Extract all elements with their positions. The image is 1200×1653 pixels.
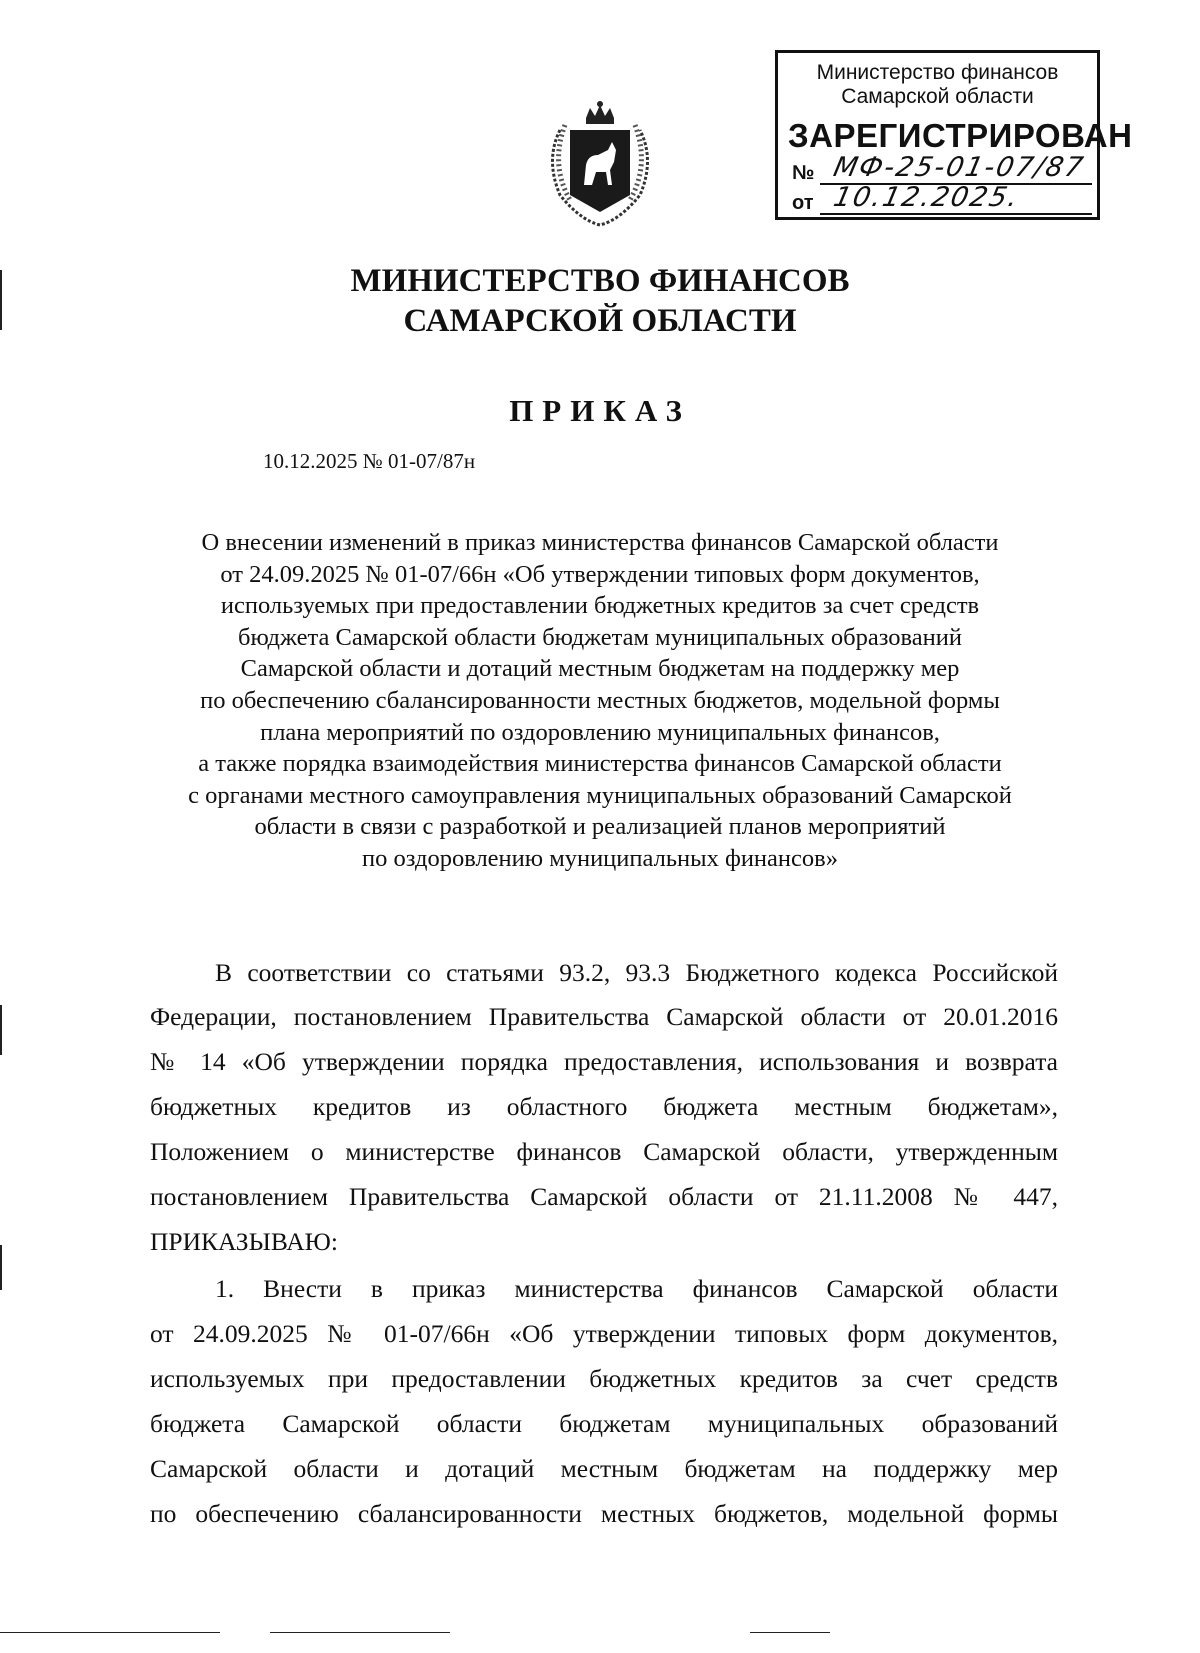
body-paragraph1-line: Положением о министерстве финансов Самарской области, утвержденным (150, 1137, 1058, 1166)
body-paragraph1-line: ПРИКАЗЫВАЮ: (150, 1227, 338, 1256)
title-line: Самарской области и дотаций местным бюджетам на поддержку мер (240, 655, 960, 683)
document-title (120, 527, 1080, 875)
stamp-date-value: 10.12.2025. (830, 182, 1023, 213)
ministry-name-line2: САМАРСКОЙ ОБЛАСТИ (403, 303, 797, 339)
body-paragraph2-line: используемых при предоставлении бюджетных кредитов за счет средств (150, 1364, 1058, 1393)
body-paragraph1-line: В соответствии со статьями 93.2, 93.3 Бюджетного кодекса Российской (215, 958, 1058, 987)
title-line: с органами местного самоуправления муниципальных образований Самарской (188, 781, 1012, 809)
scan-bottom-mark (270, 1632, 450, 1633)
body-paragraph2-line: по обеспечению сбалансированности местных бюджетов, модельной формы (150, 1499, 1058, 1528)
stamp-organization-line2: Самарской области (841, 85, 1034, 108)
document-type-heading: ПРИКАЗ (509, 393, 691, 428)
body-paragraph1-line: постановлением Правительства Самарской области от 21.11.2008 № 447, (150, 1182, 1058, 1211)
body-paragraph1-line: бюджетных кредитов из областного бюджета местным бюджетам», (150, 1092, 1058, 1121)
title-line: бюджета Самарской области бюджетам муниципальных образований (238, 623, 962, 651)
stamp-number-value: МФ-25-01-07/87 (830, 152, 1088, 183)
stamp-date-row (792, 182, 1092, 217)
scan-bottom-mark (750, 1632, 830, 1633)
stamp-date-underline (820, 213, 1092, 215)
title-line: О внесении изменений в приказ министерства финансов Самарской области (201, 529, 999, 556)
title-line: от 24.09.2025 № 01-07/66н «Об утверждении типовых форм документов, (220, 560, 980, 588)
body-paragraph2-line: 1. Внести в приказ министерства финансов Самарской области (215, 1274, 1058, 1303)
stamp-number-label: № (792, 162, 815, 184)
document-date-number: 10.12.2025 № 01-07/87н (263, 449, 476, 473)
body-paragraph2-line: Самарской области и дотаций местным бюджетам на поддержку мер (150, 1454, 1058, 1483)
title-line: плана мероприятий по оздоровлению муниципальных финансов, (260, 718, 940, 746)
scan-edge-mark (0, 270, 2, 330)
title-line: по оздоровлению муниципальных финансов» (362, 844, 838, 872)
stamp-date-label: от (792, 192, 814, 214)
stamp-registered-title: ЗАРЕГИСТРИРОВАН (788, 117, 1133, 154)
scan-edge-mark (0, 1245, 2, 1290)
registration-stamp (775, 50, 1133, 220)
body-paragraph1-line: Федерации, постановлением Правительства Самарской области от 20.01.2016 (150, 1002, 1058, 1031)
body-paragraph2-line: от 24.09.2025 № 01-07/66н «Об утверждении типовых форм документов, (150, 1319, 1058, 1348)
scan-edge-mark (0, 1005, 2, 1055)
title-line: по обеспечению сбалансированности местных бюджетов, модельной формы (200, 686, 1000, 714)
scan-bottom-mark (0, 1632, 220, 1633)
title-line: используемых при предоставлении бюджетных кредитов за счет средств (220, 592, 980, 620)
ministry-name-line1: МИНИСТЕРСТВО ФИНАНСОВ (350, 263, 850, 299)
body-paragraph2-line: бюджета Самарской области бюджетам муниципальных образований (150, 1409, 1058, 1438)
title-line: а также порядка взаимодействия министерства финансов Самарской области (198, 750, 1002, 778)
body-paragraph1-line: № 14 «Об утверждении порядка предоставления, использования и возврата (150, 1047, 1058, 1076)
coat-of-arms-emblem (540, 100, 660, 230)
stamp-organization-line1: Министерство финансов (816, 61, 1059, 84)
title-line: области в связи с разработкой и реализацией планов мероприятий (254, 813, 946, 841)
